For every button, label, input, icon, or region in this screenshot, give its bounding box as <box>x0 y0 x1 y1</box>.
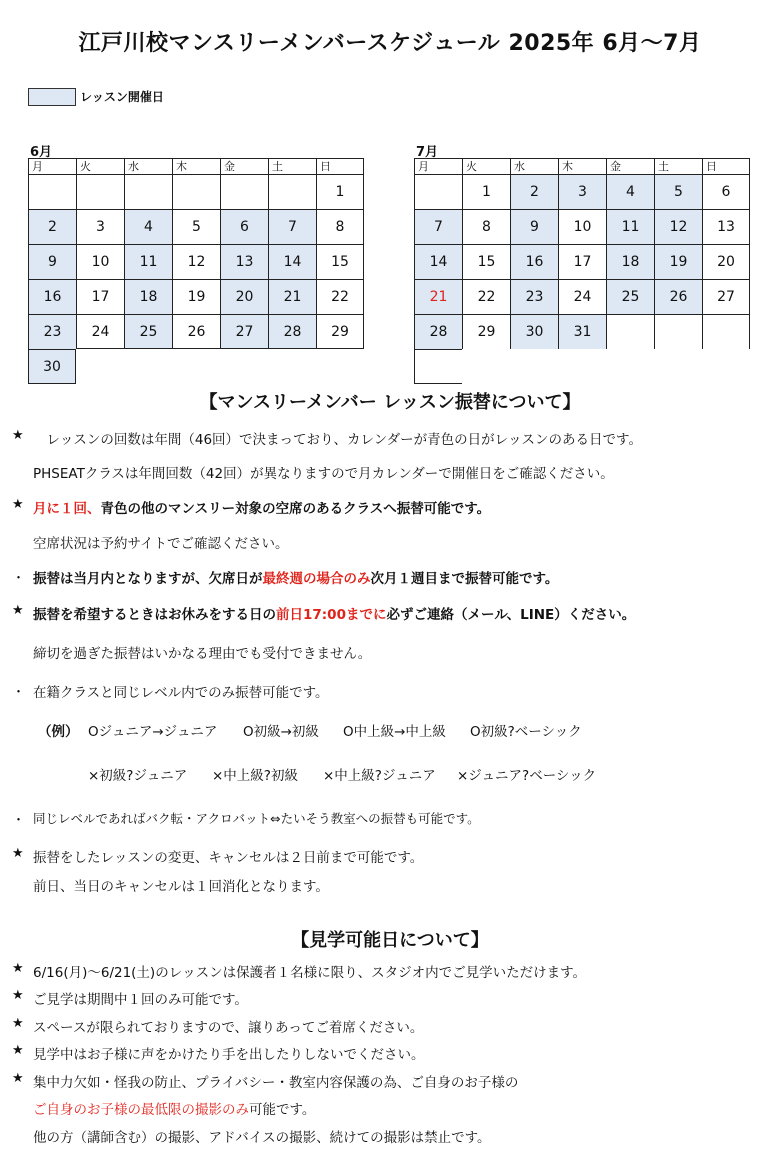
day-cell: 28 <box>268 314 316 349</box>
day-cell: 9 <box>510 209 558 244</box>
empty-day-cell <box>124 174 172 209</box>
transfer-line-10: 振替をしたレッスンの変更、キャンセルは２日前まで可能です。 <box>33 850 424 866</box>
transfer-line-11: 前日、当日のキャンセルは１回消化となります。 <box>33 879 329 895</box>
weekday-header: 金 <box>220 158 268 174</box>
day-cell: 18 <box>124 279 172 314</box>
transfer-line-6a: 振替を希望するときはお休みをする日の <box>33 607 276 623</box>
transfer-line-3-rest: 青色の他のマンスリー対象の空席のあるクラスへ振替可能です。 <box>100 501 491 517</box>
transfer-line-5 <box>33 567 558 587</box>
example-label: （例） <box>38 724 79 740</box>
weekday-header: 水 <box>510 158 558 174</box>
transfer-line-8: 在籍クラスと同じレベル内でのみ振替可能です。 <box>33 685 329 701</box>
day-cell: 23 <box>28 314 76 349</box>
day-cell: 2 <box>510 174 558 209</box>
example-ok-3: O中上級→中上級 <box>343 724 446 740</box>
day-cell: 26 <box>172 314 220 349</box>
day-cell: 6 <box>702 174 750 209</box>
day-cell: 8 <box>316 209 364 244</box>
day-cell: 13 <box>220 244 268 279</box>
transfer-line-4: 空席状況は予約サイトでご確認ください。 <box>33 536 289 552</box>
day-cell: 19 <box>172 279 220 314</box>
day-cell: 16 <box>28 279 76 314</box>
empty-day-cell <box>702 314 750 349</box>
example-ok-1: Oジュニア→ジュニア <box>88 724 218 740</box>
transfer-line-5c: 次月１週目まで振替可能です。 <box>370 571 559 587</box>
transfer-line-2: PHSEATクラスは年間回数（42回）が異なりますので月カレンダーで開催日をご確認ください。 <box>33 466 614 482</box>
transfer-line-5a: 振替は当月内となりますが、欠席日が <box>33 571 263 587</box>
star-icon: ★ <box>12 1071 24 1086</box>
day-cell: 25 <box>606 279 654 314</box>
weekday-header: 土 <box>654 158 702 174</box>
day-cell: 18 <box>606 244 654 279</box>
july-label: 7月 <box>416 145 439 160</box>
empty-day-cell <box>28 174 76 209</box>
day-cell: 29 <box>316 314 364 349</box>
empty-day-cell <box>268 174 316 209</box>
day-cell: 28 <box>414 314 462 349</box>
day-cell: 30 <box>510 314 558 349</box>
day-cell: 9 <box>28 244 76 279</box>
day-cell: 7 <box>414 209 462 244</box>
example-ok-4: O初級?ベーシック <box>470 724 582 740</box>
day-cell: 4 <box>606 174 654 209</box>
day-cell: 22 <box>462 279 510 314</box>
visit-line-6-rest: 可能です。 <box>249 1102 316 1118</box>
empty-day-cell <box>76 174 124 209</box>
day-cell: 25 <box>124 314 172 349</box>
day-cell: 31 <box>558 314 606 349</box>
transfer-line-7: 締切を過ぎた振替はいかなる理由でも受付できません。 <box>33 646 372 662</box>
star-icon: ★ <box>12 603 24 618</box>
weekday-header: 火 <box>76 158 124 174</box>
weekday-header: 木 <box>558 158 606 174</box>
day-cell: 15 <box>316 244 364 279</box>
visit-line-6-red: ご自身のお子様の最低限の撮影のみ <box>33 1102 249 1118</box>
june-calendar <box>28 158 364 384</box>
transfer-line-3 <box>33 497 490 517</box>
star-icon: ★ <box>12 961 24 976</box>
legend-swatch <box>28 88 76 106</box>
day-cell: 11 <box>124 244 172 279</box>
transfer-line-1: レッスンの回数は年間（46回）で決まっており、カレンダーが青色の日がレッスンのある日です。 <box>33 432 642 448</box>
day-cell: 17 <box>76 279 124 314</box>
weekday-header: 水 <box>124 158 172 174</box>
star-icon: ★ <box>12 1043 24 1058</box>
day-cell: 20 <box>702 244 750 279</box>
example-ng-1: ×初級?ジュニア <box>88 768 188 784</box>
day-cell: 22 <box>316 279 364 314</box>
day-cell: 3 <box>76 209 124 244</box>
transfer-line-6c: 必ずご連絡（メール、LINE）ください。 <box>386 607 636 623</box>
day-cell: 11 <box>606 209 654 244</box>
visit-line-5: 集中力欠如・怪我の防止、プライバシー・教室内容保護の為、ご自身のお子様の <box>33 1075 519 1091</box>
day-cell: 4 <box>124 209 172 244</box>
day-cell: 16 <box>510 244 558 279</box>
day-cell: 14 <box>414 244 462 279</box>
day-cell: 27 <box>702 279 750 314</box>
weekday-header: 木 <box>172 158 220 174</box>
example-ng-4: ×ジュニア?ベーシック <box>457 768 597 784</box>
weekday-header: 日 <box>702 158 750 174</box>
day-cell: 15 <box>462 244 510 279</box>
example-ng-2: ×中上級?初級 <box>212 768 298 784</box>
example-ok-2: O初級→初級 <box>243 724 319 740</box>
empty-day-cell <box>172 174 220 209</box>
day-cell: 23 <box>510 279 558 314</box>
visit-line-6 <box>33 1098 315 1118</box>
visit-line-2: ご見学は期間中１回のみ可能です。 <box>33 992 248 1008</box>
visit-line-4: 見学中はお子様に声をかけたり手を出したりしないでください。 <box>33 1047 425 1063</box>
visit-line-1: 6/16(月)～6/21(土)のレッスンは保護者１名様に限り、スタジオ内でご見学いただけます。 <box>33 965 586 981</box>
day-cell: 8 <box>462 209 510 244</box>
transfer-section-title: 【マンスリーメンバー レッスン振替について】 <box>199 392 581 413</box>
day-cell: 10 <box>76 244 124 279</box>
weekday-header: 火 <box>462 158 510 174</box>
empty-day-cell <box>606 314 654 349</box>
transfer-line-6 <box>33 603 635 623</box>
day-cell: 5 <box>172 209 220 244</box>
day-cell: 24 <box>558 279 606 314</box>
day-cell: 30 <box>28 349 76 384</box>
star-icon: ★ <box>12 1016 24 1031</box>
page-title: 江戸川校マンスリーメンバースケジュール 2025年 6月～7月 <box>78 31 702 56</box>
transfer-line-9: 同じレベルであればバク転・アクロバット⇔たいそう教室への振替も可能です。 <box>33 811 480 826</box>
day-cell: 10 <box>558 209 606 244</box>
transfer-line-3-red: 月に１回、 <box>33 501 101 517</box>
day-cell: 5 <box>654 174 702 209</box>
star-icon: ★ <box>12 497 24 512</box>
empty-day-cell <box>220 174 268 209</box>
star-icon: ★ <box>12 988 24 1003</box>
day-cell: 24 <box>76 314 124 349</box>
empty-day-cell <box>414 174 462 209</box>
day-cell: 13 <box>702 209 750 244</box>
day-cell: 27 <box>220 314 268 349</box>
weekday-header: 土 <box>268 158 316 174</box>
star-icon: ★ <box>12 846 24 861</box>
day-cell: 21 <box>414 279 462 314</box>
weekday-header: 月 <box>414 158 462 174</box>
day-cell: 21 <box>268 279 316 314</box>
day-cell: 17 <box>558 244 606 279</box>
day-cell: 29 <box>462 314 510 349</box>
day-cell: 1 <box>462 174 510 209</box>
transfer-line-5b: 最終週の場合のみ <box>262 571 371 587</box>
day-cell: 7 <box>268 209 316 244</box>
weekday-header: 月 <box>28 158 76 174</box>
visit-line-7: 他の方（講師含む）の撮影、アドバイスの撮影、続けての撮影は禁止です。 <box>33 1130 491 1146</box>
weekday-header: 金 <box>606 158 654 174</box>
dot-bullet: ・ <box>12 813 26 828</box>
dot-bullet: ・ <box>12 571 26 586</box>
empty-day-cell <box>654 314 702 349</box>
day-cell: 3 <box>558 174 606 209</box>
empty-day-cell <box>414 349 462 384</box>
example-ng-3: ×中上級?ジュニア <box>323 768 436 784</box>
visit-line-3: スペースが限られておりますので、譲りあってご着席ください。 <box>33 1020 424 1036</box>
day-cell: 12 <box>172 244 220 279</box>
day-cell: 2 <box>28 209 76 244</box>
dot-bullet: ・ <box>12 685 26 700</box>
july-calendar <box>414 158 750 384</box>
day-cell: 6 <box>220 209 268 244</box>
transfer-line-6b: 前日17:00までに <box>276 607 387 623</box>
weekday-header: 日 <box>316 158 364 174</box>
day-cell: 12 <box>654 209 702 244</box>
day-cell: 14 <box>268 244 316 279</box>
star-icon: ★ <box>12 428 24 443</box>
day-cell: 19 <box>654 244 702 279</box>
legend-label: レッスン開催日 <box>80 90 164 104</box>
visit-section-title: 【見学可能日について】 <box>291 930 489 951</box>
day-cell: 1 <box>316 174 364 209</box>
day-cell: 26 <box>654 279 702 314</box>
day-cell: 20 <box>220 279 268 314</box>
june-label: 6月 <box>30 145 53 160</box>
